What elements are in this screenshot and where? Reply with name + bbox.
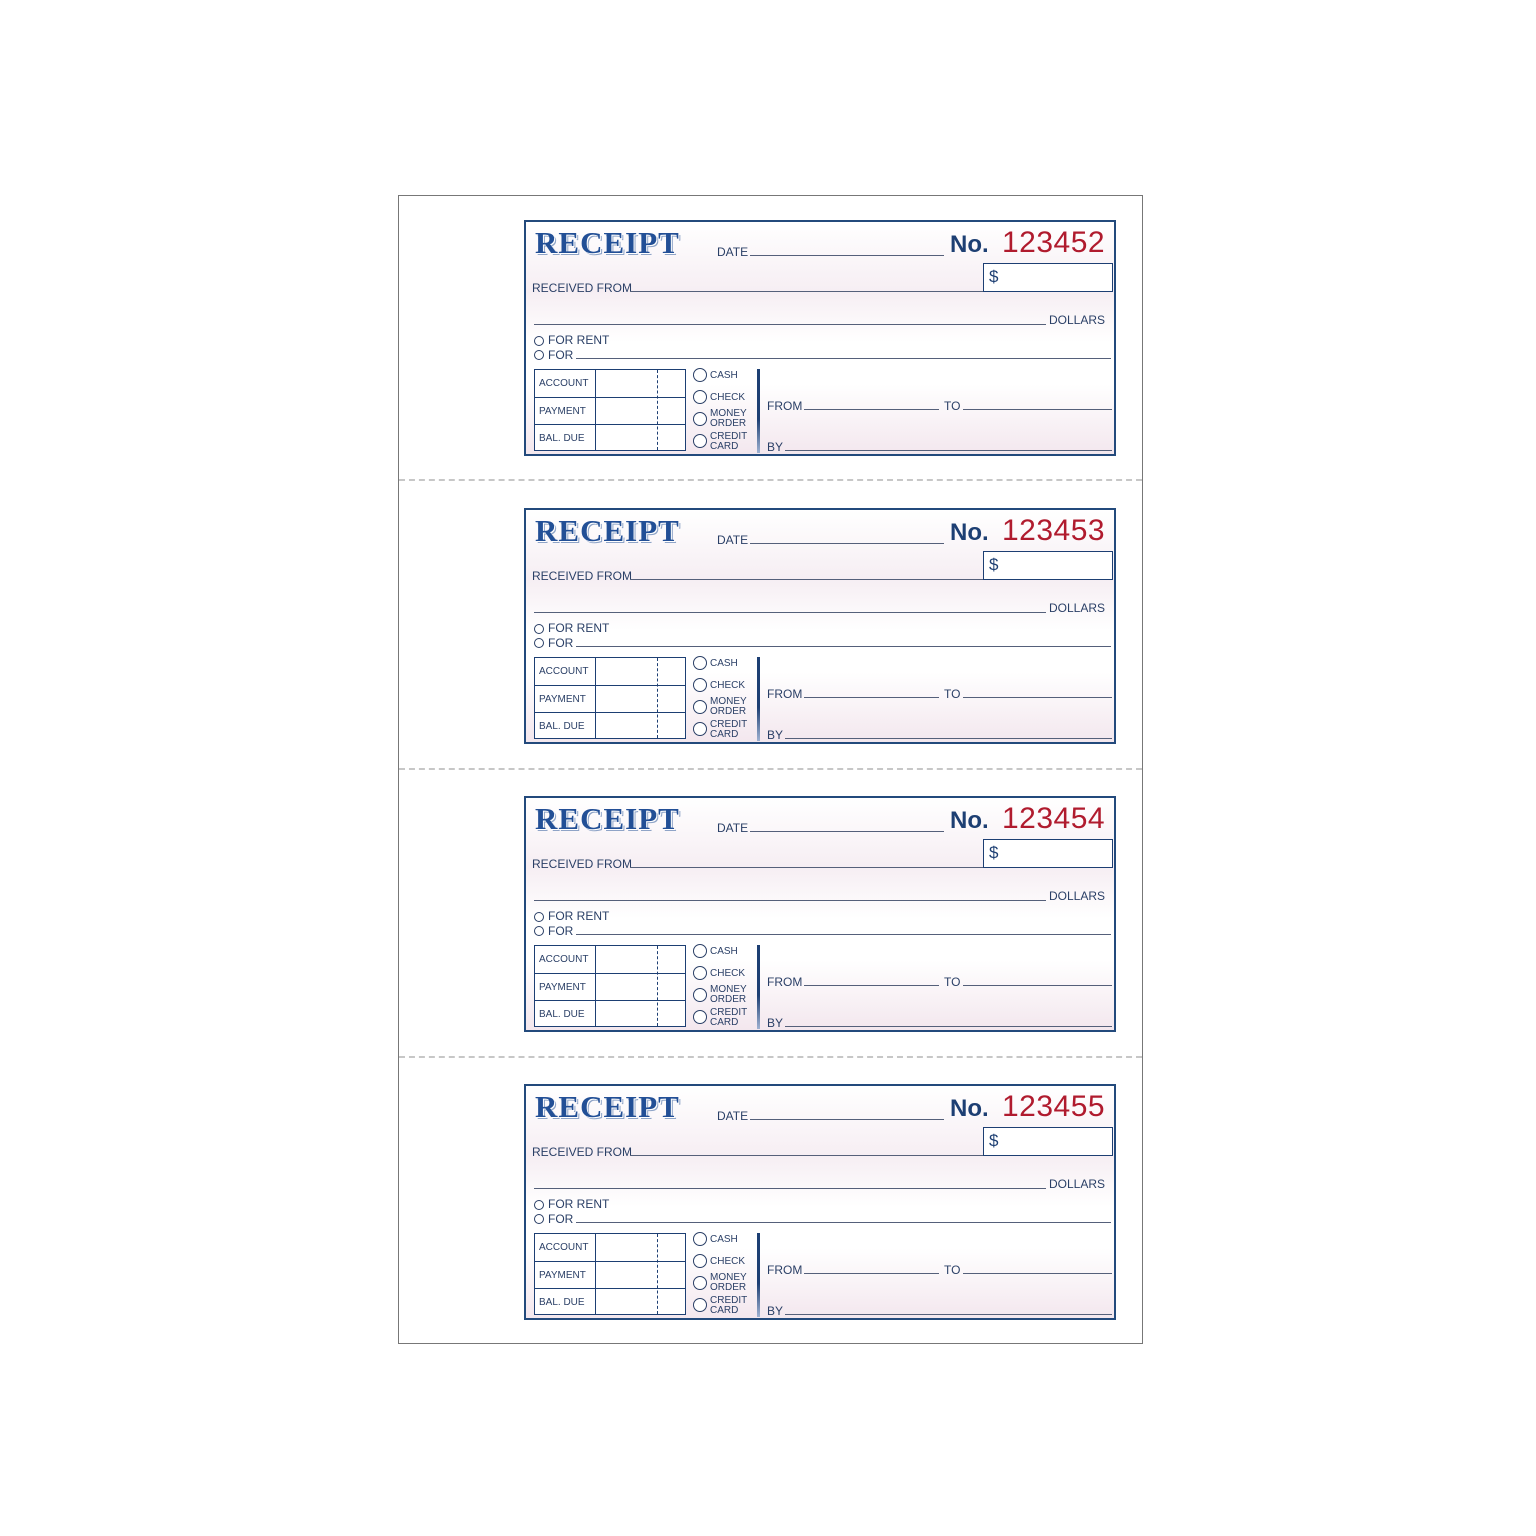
from-field[interactable]	[804, 697, 939, 698]
date-field[interactable]	[750, 543, 944, 544]
payment-label: PAYMENT	[539, 982, 586, 993]
for-field[interactable]	[576, 934, 1111, 935]
for-rent-label: FOR RENT	[548, 1197, 610, 1211]
amount-words-field[interactable]	[534, 612, 1046, 613]
date-field[interactable]	[750, 255, 944, 256]
perforation-line	[399, 479, 1142, 481]
amount-field[interactable]	[983, 839, 1113, 868]
from-label: FROM	[767, 1263, 803, 1277]
amount-words-field[interactable]	[534, 1188, 1046, 1189]
account-row[interactable]	[535, 946, 685, 973]
for-field[interactable]	[576, 1222, 1111, 1223]
money-label: MONEY	[710, 408, 747, 419]
from-field[interactable]	[804, 1273, 939, 1274]
receipt-number: 123454	[1002, 802, 1106, 835]
payment-row[interactable]	[535, 1261, 685, 1289]
payment-row[interactable]	[535, 973, 685, 1001]
receipt-title: RECEIPT	[535, 1089, 680, 1124]
divider-bar	[757, 657, 760, 741]
to-field[interactable]	[963, 409, 1112, 410]
cash-label: CASH	[710, 1234, 738, 1245]
cash-label: CASH	[710, 370, 738, 381]
dollar-sign: $	[989, 843, 999, 862]
check-label: CHECK	[710, 680, 746, 691]
from-field[interactable]	[804, 409, 939, 410]
to-field[interactable]	[963, 985, 1112, 986]
account-label: ACCOUNT	[539, 666, 589, 677]
received-from-field[interactable]	[630, 1155, 983, 1156]
payment-label: PAYMENT	[539, 694, 586, 705]
payment-row[interactable]	[535, 685, 685, 713]
account-row[interactable]	[535, 658, 685, 685]
received-from-label: RECEIVED FROM	[532, 857, 633, 871]
account-table	[534, 657, 686, 739]
receipt-title: RECEIPT	[535, 513, 680, 548]
date-label: DATE	[717, 821, 749, 835]
receipt-form	[524, 796, 1116, 1032]
dollar-sign: $	[989, 555, 999, 574]
payment-label: PAYMENT	[539, 406, 586, 417]
money-label: MONEY	[710, 984, 747, 995]
credit-card-radio[interactable]	[693, 1298, 707, 1312]
money-order-radio[interactable]	[693, 1276, 707, 1290]
payment-label: PAYMENT	[539, 1270, 586, 1281]
received-from-label: RECEIVED FROM	[532, 1145, 633, 1159]
account-row[interactable]	[535, 1234, 685, 1261]
received-from-field[interactable]	[630, 867, 983, 868]
date-field[interactable]	[750, 1119, 944, 1120]
credit-card-radio[interactable]	[693, 722, 707, 736]
by-field[interactable]	[785, 1314, 1112, 1315]
dollars-label: DOLLARS	[1049, 313, 1106, 327]
money-order-radio[interactable]	[693, 412, 707, 426]
date-label: DATE	[717, 245, 749, 259]
cash-label: CASH	[710, 658, 738, 669]
bal-due-row[interactable]	[535, 712, 685, 740]
check-label: CHECK	[710, 968, 746, 979]
credit-label: CREDIT	[710, 1295, 748, 1306]
by-label: BY	[767, 1304, 784, 1318]
received-from-field[interactable]	[630, 579, 983, 580]
money-order-radio[interactable]	[693, 700, 707, 714]
from-label: FROM	[767, 399, 803, 413]
to-label: TO	[944, 687, 961, 701]
check-label: CHECK	[710, 1256, 746, 1267]
amount-words-field[interactable]	[534, 900, 1046, 901]
order-label: ORDER	[710, 706, 747, 717]
date-label: DATE	[717, 1109, 749, 1123]
receipt-number: 123455	[1002, 1090, 1106, 1123]
bal-due-row[interactable]	[535, 1288, 685, 1316]
for-rent-radio[interactable]	[534, 624, 544, 634]
receipt-number: 123452	[1002, 226, 1106, 259]
number-label: No.	[950, 1095, 989, 1122]
bal-due-label: BAL. DUE	[539, 1297, 585, 1308]
dollars-label: DOLLARS	[1049, 1177, 1106, 1191]
dollars-label: DOLLARS	[1049, 889, 1106, 903]
divider-bar	[757, 369, 760, 453]
receipt-number: 123453	[1002, 514, 1106, 547]
perforation-line	[399, 768, 1142, 770]
date-label: DATE	[717, 533, 749, 547]
credit-card-radio[interactable]	[693, 1010, 707, 1024]
money-order-radio[interactable]	[693, 988, 707, 1002]
from-label: FROM	[767, 687, 803, 701]
to-label: TO	[944, 1263, 961, 1277]
dollars-label: DOLLARS	[1049, 601, 1106, 615]
receipt-form	[524, 220, 1116, 456]
account-label: ACCOUNT	[539, 1242, 589, 1253]
for-rent-radio[interactable]	[534, 336, 544, 346]
receipt-title: RECEIPT	[535, 801, 680, 836]
for-rent-label: FOR RENT	[548, 909, 610, 923]
by-label: BY	[767, 440, 784, 454]
divider-bar	[757, 945, 760, 1029]
amount-field[interactable]	[983, 551, 1113, 580]
credit-label: CREDIT	[710, 431, 748, 442]
divider-bar	[757, 1233, 760, 1317]
credit-label: CREDIT	[710, 1007, 748, 1018]
money-label: MONEY	[710, 1272, 747, 1283]
credit-card-radio[interactable]	[693, 434, 707, 448]
by-label: BY	[767, 728, 784, 742]
card-label: CARD	[710, 729, 739, 740]
date-field[interactable]	[750, 831, 944, 832]
by-label: BY	[767, 1016, 784, 1030]
check-radio[interactable]	[693, 966, 707, 980]
payment-row[interactable]	[535, 397, 685, 425]
receipt-title: RECEIPT	[535, 225, 680, 260]
check-radio[interactable]	[693, 678, 707, 692]
amount-field[interactable]	[983, 1127, 1113, 1156]
account-table	[534, 945, 686, 1027]
for-rent-label: FOR RENT	[548, 621, 610, 635]
to-label: TO	[944, 399, 961, 413]
credit-label: CREDIT	[710, 719, 748, 730]
cash-radio[interactable]	[693, 368, 707, 382]
receipt-form	[524, 508, 1116, 744]
number-label: No.	[950, 519, 989, 546]
receipt-form	[524, 1084, 1116, 1320]
for-radio[interactable]	[534, 350, 544, 360]
card-label: CARD	[710, 1017, 739, 1028]
cash-radio[interactable]	[693, 944, 707, 958]
received-from-field[interactable]	[630, 291, 983, 292]
amount-field[interactable]	[983, 263, 1113, 292]
amount-words-field[interactable]	[534, 324, 1046, 325]
for-rent-radio[interactable]	[534, 912, 544, 922]
from-label: FROM	[767, 975, 803, 989]
for-rent-label: FOR RENT	[548, 333, 610, 347]
from-field[interactable]	[804, 985, 939, 986]
for-rent-radio[interactable]	[534, 1200, 544, 1210]
receipt-sheet	[398, 195, 1143, 1344]
for-label: FOR	[548, 348, 574, 362]
by-field[interactable]	[785, 450, 1112, 451]
for-label: FOR	[548, 636, 574, 650]
bal-due-label: BAL. DUE	[539, 1009, 585, 1020]
received-from-label: RECEIVED FROM	[532, 281, 633, 295]
perforation-line	[399, 1056, 1142, 1058]
by-field[interactable]	[785, 1026, 1112, 1027]
money-label: MONEY	[710, 696, 747, 707]
for-label: FOR	[548, 924, 574, 938]
bal-due-row[interactable]	[535, 424, 685, 452]
check-label: CHECK	[710, 392, 746, 403]
account-label: ACCOUNT	[539, 954, 589, 965]
check-radio[interactable]	[693, 390, 707, 404]
bal-due-row[interactable]	[535, 1000, 685, 1028]
to-field[interactable]	[963, 1273, 1112, 1274]
number-label: No.	[950, 231, 989, 258]
account-table	[534, 1233, 686, 1315]
for-field[interactable]	[576, 646, 1111, 647]
account-table	[534, 369, 686, 451]
for-field[interactable]	[576, 358, 1111, 359]
check-radio[interactable]	[693, 1254, 707, 1268]
number-label: No.	[950, 807, 989, 834]
card-label: CARD	[710, 441, 739, 452]
order-label: ORDER	[710, 1282, 747, 1293]
dollar-sign: $	[989, 267, 999, 286]
account-label: ACCOUNT	[539, 378, 589, 389]
order-label: ORDER	[710, 418, 747, 429]
to-field[interactable]	[963, 697, 1112, 698]
received-from-label: RECEIVED FROM	[532, 569, 633, 583]
for-radio[interactable]	[534, 1214, 544, 1224]
account-row[interactable]	[535, 370, 685, 397]
order-label: ORDER	[710, 994, 747, 1005]
cash-radio[interactable]	[693, 1232, 707, 1246]
cash-label: CASH	[710, 946, 738, 957]
dollar-sign: $	[989, 1131, 999, 1150]
for-radio[interactable]	[534, 638, 544, 648]
bal-due-label: BAL. DUE	[539, 721, 585, 732]
for-label: FOR	[548, 1212, 574, 1226]
to-label: TO	[944, 975, 961, 989]
bal-due-label: BAL. DUE	[539, 433, 585, 444]
by-field[interactable]	[785, 738, 1112, 739]
for-radio[interactable]	[534, 926, 544, 936]
card-label: CARD	[710, 1305, 739, 1316]
cash-radio[interactable]	[693, 656, 707, 670]
